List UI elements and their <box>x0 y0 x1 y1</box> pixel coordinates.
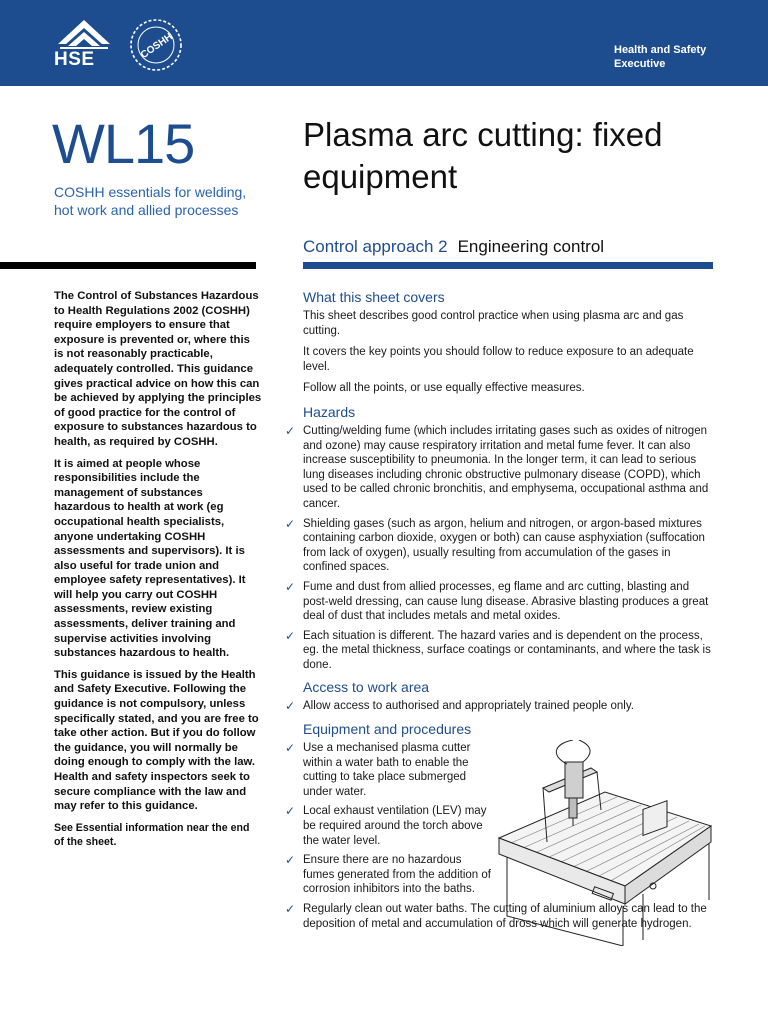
hse-logo-text: HSE <box>54 49 95 70</box>
left-divider <box>0 262 256 269</box>
list-item: ✓ Regularly clean out water baths. The cutting of aluminium alloys can lead to the deposition of metal and accumulation of dross which will generate hydrogen. <box>285 902 707 930</box>
check-icon: ✓ <box>285 853 296 868</box>
intro-paragraph: It is aimed at people whose responsibilities include the management of substances hazardous to health at work (eg occupational health specialists, anyone undertaking COSHH assessments and supervisors). It is also useful for trade union and employee safety representatives). It will help you carry out COSHH assessments, review existing assessments, deliver training and supervise activities involving substances hazardous to health. <box>54 457 246 660</box>
intro-paragraph: The Control of Substances Hazardous to Health Regulations 2002 (COSHH) require employers to ensure that exposure is prevented or, where this is not reasonably practicable, adequately controlled. This guidance gives practical advice on how this can be achieved by applying the principles of good practice for the control of exposure to substances hazardous to health, as required by COSHH. <box>54 290 262 448</box>
check-icon: ✓ <box>285 699 296 714</box>
intro-paragraph: This guidance is issued by the Health and Safety Executive. Following the guidance is not compulsory, unless specifically stated, and you are free to take other action. But if you do follow the guidance, you will normally be doing enough to comply with the law. Health and safety inspectors seek to secure compliance with the law and may refer to this guidance. <box>54 668 259 813</box>
page-title: Plasma arc cutting: fixed equipment <box>303 116 663 195</box>
list-item: ✓ Ensure there are no hazardous fumes generated from the addition of corrosion inhibitors into the baths. <box>285 853 491 896</box>
section-heading-access: Access to work area <box>303 679 430 696</box>
control-approach-type: Engineering control <box>457 237 605 256</box>
check-icon: ✓ <box>285 516 296 531</box>
plasma-cutter-illustration <box>493 740 715 946</box>
access-list <box>285 699 715 714</box>
list-item: ✓ Each situation is different. The hazard varies and is dependent on the process, eg. the metal thickness, surface coatings or contaminants, and where the task is done. <box>285 628 711 671</box>
check-icon: ✓ <box>285 423 296 438</box>
list-item: ✓ Allow access to authorised and appropriately trained people only. <box>285 699 634 714</box>
covers-paragraph: Follow all the points, or use equally effective measures. <box>303 382 585 395</box>
series-subtitle: COSHH essentials for welding, hot work and allied processes <box>54 184 247 218</box>
hazards-list <box>285 423 715 673</box>
check-icon: ✓ <box>285 902 296 916</box>
list-item: ✓ Use a mechanised plasma cutter within a water bath to enable the cutting to take place submerged under water. <box>285 741 471 798</box>
section-heading-equipment: Equipment and procedures <box>303 721 472 738</box>
intro-note: See Essential information near the end of the sheet. <box>54 821 250 849</box>
check-icon: ✓ <box>285 579 296 594</box>
org-name: Health and Safety Executive <box>614 44 707 70</box>
check-icon: ✓ <box>285 628 296 643</box>
check-icon: ✓ <box>285 741 296 756</box>
covers-paragraph: It covers the key points you should follow to reduce exposure to an adequate level. <box>303 346 694 373</box>
right-divider <box>303 262 713 269</box>
section-heading-covers: What this sheet covers <box>303 289 445 305</box>
control-approach-number: Control approach 2 <box>303 237 448 256</box>
section-heading-hazards: Hazards <box>303 403 356 420</box>
list-item: ✓ Shielding gases (such as argon, helium and nitrogen, or argon-based mixtures containing carbon dioxide, oxygen or both) can cause asphyxiation (suffocation from lack of oxygen), usually resulting from accumulation of the gases in confined spaces. <box>285 516 705 574</box>
coshh-logo <box>128 17 184 73</box>
list-item: ✓ Cutting/welding fume (which includes irritating gases such as oxides of nitrogen and ozone) may cause respiratory irritation and metal fume fever. It can also increase susceptibility to pneumonia. In the longer term, it can lead to serious lung diseases including chronic obstructive pulmonary disease (COPD), which used to be called chronic bronchitis, and emphysema, occupational asthma and cancer. <box>285 423 709 510</box>
control-approach <box>303 237 604 257</box>
covers-paragraph: This sheet describes good control practice when using plasma arc and gas cutting. <box>303 310 684 337</box>
list-item: ✓ Local exhaust ventilation (LEV) may be required around the torch above the water level. <box>285 804 487 847</box>
sheet-code: WL15 <box>52 112 195 175</box>
intro-column <box>54 289 262 857</box>
svg-text:COSHH: COSHH <box>138 31 175 62</box>
check-icon: ✓ <box>285 804 296 819</box>
list-item: ✓ Fume and dust from allied processes, eg flame and arc cutting, blasting and post-weld dressing, can cause lung disease. Abrasive blasting produces a great deal of dust that includes metals and metal oxides. <box>285 579 709 623</box>
